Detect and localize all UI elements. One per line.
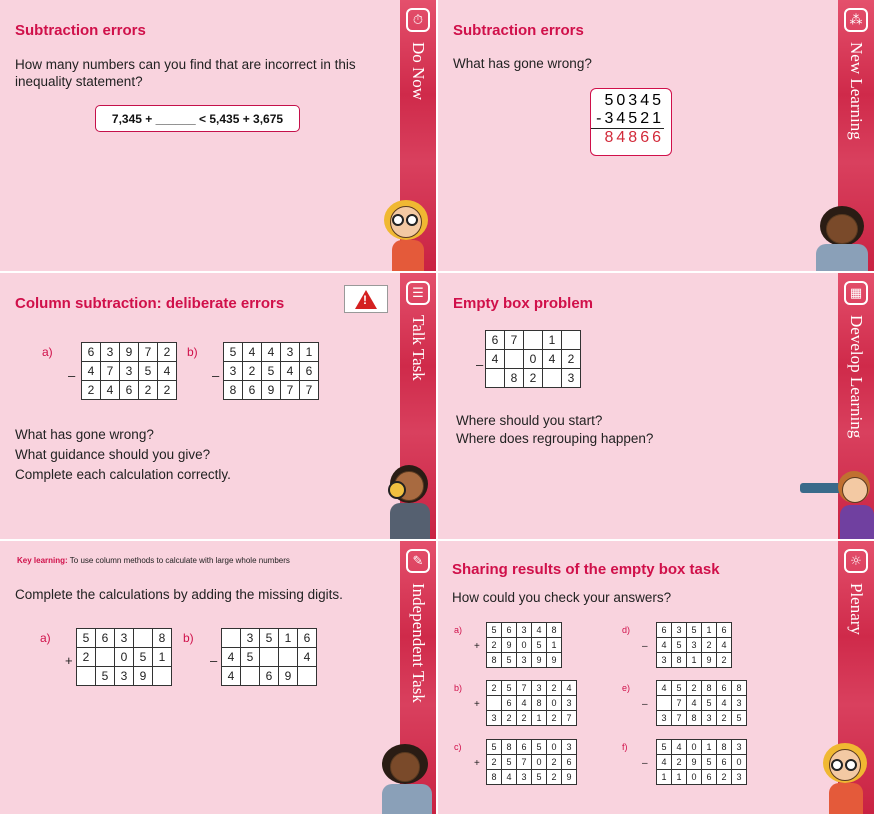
digit-cell: 4 [82,362,101,381]
grid-row [657,770,747,785]
strip-label: Develop Learning [847,315,866,439]
sign-a: + [474,641,480,652]
label-c: c) [454,742,462,752]
digit-cell: 4 [222,667,241,686]
digit-cell: 6 [657,623,672,638]
abacus-icon: ▦ [844,281,868,305]
digit-cell [134,629,153,648]
digit-cell: 5 [532,770,547,785]
digit-cell: 2 [702,638,717,653]
grid-row [487,638,562,653]
grid-row [224,381,319,400]
character-illustration [382,196,436,271]
label-d: d) [622,625,631,635]
digit-cell: 7 [281,381,300,400]
digit-cell: 1 [657,770,672,785]
digit-cell: 8 [502,740,517,755]
digit-cell: 4 [562,681,577,696]
slide-title: Column subtraction: deliberate errors [15,295,285,312]
digit-cell: 3 [487,711,502,726]
digit-cell: 5 [96,667,115,686]
digit-cell: 6 [502,623,517,638]
grid-b [223,342,319,400]
grid-row [657,623,732,638]
digit-cell: 4 [672,740,687,755]
label-a: a) [40,631,51,645]
strip-label: Independent Task [409,583,428,703]
slide-develop-learning [438,273,874,539]
digit-cell: 3 [562,369,581,388]
digit-cell: 5 [77,629,96,648]
digit-cell: 6 [702,770,717,785]
digit-cell: 5 [241,648,260,667]
question-1: What has gone wrong? [15,427,154,442]
digit-cell: 2 [139,381,158,400]
digit-cell: 3 [101,343,120,362]
digit-cell: 0 [732,755,747,770]
grid-row [77,648,172,667]
label-a: a) [42,345,53,359]
slide-independent-task [0,541,436,814]
digit-cell: 2 [158,343,177,362]
digit-cell: 0 [524,350,543,369]
digit-cell: 6 [562,755,577,770]
slide-title: Subtraction errors [15,22,146,39]
digit-cell: 3 [281,343,300,362]
digit-cell: 0 [532,755,547,770]
digit-cell: 1 [532,711,547,726]
digit-cell: 3 [517,623,532,638]
answer-grid-c [486,739,577,785]
digit-cell: 4 [101,381,120,400]
digit-cell: 2 [502,711,517,726]
digit-cell: 4 [158,362,177,381]
grid-row [77,667,172,686]
digit-cell: 6 [486,331,505,350]
digit-cell [543,369,562,388]
digit-cell: 5 [139,362,158,381]
digit-cell: 1 [672,770,687,785]
digit-cell: 4 [657,755,672,770]
digit-cell: 2 [717,653,732,668]
answer-grid-a [486,622,562,668]
digit-cell: 8 [672,653,687,668]
grid-row [487,623,562,638]
digit-cell: 3 [657,711,672,726]
answer-grid-f [656,739,747,785]
digit-cell: 3 [562,696,577,711]
digit-cell: 0 [547,740,562,755]
digit-cell [222,629,241,648]
digit-cell: 4 [532,623,547,638]
minus-sign: – [68,368,76,383]
digit-cell: 3 [115,629,134,648]
grid-b [221,628,317,686]
digit-cell [487,696,502,711]
digit-cell: 3 [732,696,747,711]
digit-cell: 4 [657,681,672,696]
grid-row [657,711,747,726]
sign-b: + [474,699,480,710]
digit-cell: 8 [487,653,502,668]
digit-cell: 8 [487,770,502,785]
digit-cell: 2 [487,638,502,653]
digit-cell: 5 [487,740,502,755]
digit-cell: 2 [562,350,581,369]
digit-cell: 4 [502,770,517,785]
digit-cell: 8 [687,711,702,726]
digit-cell: 0 [687,770,702,785]
digit-cell: 7 [101,362,120,381]
digit-cell: 5 [262,362,281,381]
digit-cell [505,350,524,369]
strip-label: Talk Task [409,315,428,381]
key-learning [17,556,290,565]
digit-cell: 9 [547,653,562,668]
digit-cell: 9 [562,770,577,785]
digit-cell [96,648,115,667]
digit-cell [153,667,172,686]
digit-cell: 3 [657,653,672,668]
grid-row [224,343,319,362]
digit-cell: 8 [547,623,562,638]
digit-cell: 2 [717,711,732,726]
digit-cell: 0 [687,740,702,755]
digit-cell [77,667,96,686]
minus-sign: – [212,368,220,383]
digit-cell: 2 [524,369,543,388]
digit-cell: 6 [120,381,139,400]
slide-do-now [0,0,436,271]
digit-cell: 5 [502,755,517,770]
digit-cell: 3 [732,770,747,785]
grid-row [657,696,747,711]
digit-cell: 2 [517,711,532,726]
digit-cell: 7 [505,331,524,350]
digit-cell: 2 [717,770,732,785]
digit-cell [279,648,298,667]
grid-row [487,681,577,696]
digit-cell: 4 [657,638,672,653]
grid-row [222,667,317,686]
question-2: Where does regrouping happen? [456,431,654,446]
digit-cell: 6 [260,667,279,686]
digit-cell: 2 [158,381,177,400]
digit-cell: 6 [300,362,319,381]
question-1: Where should you start? [456,413,603,428]
grid-row [487,653,562,668]
grid-row [486,369,581,388]
digit-cell: 5 [260,629,279,648]
digit-cell: 3 [732,740,747,755]
digit-cell: 3 [241,629,260,648]
digit-cell: 8 [224,381,243,400]
digit-cell: 4 [717,638,732,653]
digit-cell: 2 [672,755,687,770]
digit-cell: 9 [134,667,153,686]
minus-sign: – [210,653,218,668]
slide-title: Subtraction errors [453,22,584,39]
grid-row [224,362,319,381]
sign-c: + [474,758,480,769]
answer-number: 84866 [604,129,664,146]
digit-cell [260,648,279,667]
grid-row [657,653,732,668]
digit-cell: 5 [702,696,717,711]
molecule-icon: ⁂ [844,8,868,32]
digit-cell: 6 [717,755,732,770]
label-a: a) [454,625,463,635]
answer-grid-e [656,680,747,726]
slide-talk-task [0,273,436,539]
digit-cell: 8 [732,681,747,696]
question-text: How could you check your answers? [452,590,672,605]
digit-cell: 2 [687,681,702,696]
digit-cell: 3 [562,740,577,755]
grid-row [77,629,172,648]
digit-cell: 9 [687,755,702,770]
top-number: 50345 [604,92,664,109]
character-illustration [821,741,874,814]
digit-cell: 2 [243,362,262,381]
digit-cell: 7 [672,696,687,711]
digit-cell [486,369,505,388]
digit-cell: 9 [120,343,139,362]
digit-cell: 5 [657,740,672,755]
slide-plenary [438,541,874,814]
digit-cell: 0 [517,638,532,653]
grid-row [657,638,732,653]
minus-sign: – [476,357,484,372]
digit-cell [298,667,317,686]
digit-cell: 6 [298,629,317,648]
digit-cell: 4 [486,350,505,369]
digit-cell: 2 [547,770,562,785]
grid-row [487,696,577,711]
digit-cell: 7 [139,343,158,362]
strip-label: Plenary [847,583,866,635]
question-2: What guidance should you give? [15,447,211,462]
digit-cell: 6 [517,740,532,755]
digit-cell: 2 [77,648,96,667]
character-illustration [800,469,874,539]
digit-cell [562,331,581,350]
sign-d: – [642,641,648,652]
digit-cell: 1 [702,740,717,755]
digit-cell: 1 [547,638,562,653]
digit-cell: 3 [115,667,134,686]
key-learning-label: Key learning: [17,556,68,565]
digit-cell: 2 [547,681,562,696]
digit-cell: 1 [543,331,562,350]
slide-title: Sharing results of the empty box task [452,561,720,578]
character-illustration [384,463,436,539]
sign-f: – [642,758,648,769]
digit-cell: 6 [243,381,262,400]
digit-cell: 4 [687,696,702,711]
label-b: b) [187,345,198,359]
grid-a [76,628,172,686]
key-learning-text: To use column methods to calculate with large whole numbers [69,556,290,565]
digit-cell: 1 [153,648,172,667]
digit-cell: 3 [672,623,687,638]
stopwatch-icon: ⏱ [406,8,430,32]
grid-row [82,343,177,362]
digit-cell: 4 [543,350,562,369]
digit-cell: 8 [153,629,172,648]
character-illustration [378,744,436,814]
digit-cell: 5 [732,711,747,726]
grid-row [487,711,577,726]
slide-new-learning [438,0,874,271]
digit-cell: 5 [702,755,717,770]
grid-row [486,331,581,350]
grid-a [81,342,177,400]
digit-cell: 3 [702,711,717,726]
digit-cell: 3 [532,681,547,696]
statement-right: < 5,435 + 3,675 [199,111,284,126]
digit-cell: 4 [262,343,281,362]
subtraction-box [590,88,672,156]
sign-e: – [642,699,648,710]
digit-cell: 9 [279,667,298,686]
instruction-text: Complete the calculations by adding the missing digits. [15,587,343,602]
digit-cell: 8 [532,696,547,711]
inequality-box [95,105,300,132]
grid-row [657,755,747,770]
digit-cell: 2 [547,711,562,726]
digit-cell [524,331,543,350]
digit-cell: 6 [96,629,115,648]
digit-cell: 4 [243,343,262,362]
digit-cell: 9 [702,653,717,668]
digit-cell: 7 [517,681,532,696]
digit-cell: 2 [487,755,502,770]
digit-cell: 6 [717,623,732,638]
statement-left: 7,345 + ______ [111,111,196,126]
grid-row [222,629,317,648]
digit-cell: 2 [487,681,502,696]
digit-cell: 5 [532,638,547,653]
plus-sign: + [65,653,73,668]
digit-cell: 6 [717,681,732,696]
digit-cell: 7 [562,711,577,726]
digit-cell: 3 [517,653,532,668]
slide-title: Empty box problem [453,295,594,312]
digit-cell: 4 [298,648,317,667]
digit-cell: 6 [502,696,517,711]
answer-grid-d [656,622,732,668]
digit-cell: 3 [687,638,702,653]
empty-box-grid [485,330,581,388]
digit-cell: 1 [702,623,717,638]
grid-row [82,362,177,381]
grid-row [82,381,177,400]
digit-cell: 9 [502,638,517,653]
digit-cell [241,667,260,686]
digit-cell: 4 [517,696,532,711]
digit-cell: 2 [547,755,562,770]
warning-icon: ! [344,285,388,313]
strip-label: Do Now [409,42,428,101]
digit-cell: 7 [672,711,687,726]
digit-cell: 1 [687,653,702,668]
digit-cell: 5 [502,681,517,696]
grid-row [486,350,581,369]
bottom-number: -34521 [591,110,664,129]
grid-row [657,681,747,696]
digit-cell: 5 [672,681,687,696]
digit-cell: 1 [279,629,298,648]
label-e: e) [622,683,631,693]
digit-cell: 5 [532,740,547,755]
digit-cell: 7 [300,381,319,400]
question-text: How many numbers can you find that are incorrect in this inequality statement? [15,57,356,89]
digit-cell [657,696,672,711]
digit-cell: 6 [82,343,101,362]
label-b: b) [183,631,194,645]
speech-bubbles-icon: ☰ [406,281,430,305]
digit-cell: 2 [82,381,101,400]
digit-cell: 5 [487,623,502,638]
digit-cell: 3 [224,362,243,381]
digit-cell: 0 [115,648,134,667]
digit-cell: 8 [702,681,717,696]
digit-cell: 7 [517,755,532,770]
character-illustration [812,206,874,271]
pencil-icon: ✎ [406,549,430,573]
question-text: What has gone wrong? [453,56,592,71]
grid-row [487,770,577,785]
strip-label: New Learning [847,42,866,140]
grid-row [487,755,577,770]
digit-cell: 5 [224,343,243,362]
digit-cell: 0 [547,696,562,711]
grid-row [487,740,577,755]
digit-cell: 8 [505,369,524,388]
digit-cell: 9 [532,653,547,668]
label-f: f) [622,742,628,752]
grid-row [657,740,747,755]
digit-cell: 1 [300,343,319,362]
label-b: b) [454,683,463,693]
grid-row [222,648,317,667]
answer-grid-b [486,680,577,726]
digit-cell: 4 [717,696,732,711]
digit-cell: 3 [120,362,139,381]
digit-cell: 9 [262,381,281,400]
digit-cell: 5 [687,623,702,638]
digit-cell: 5 [134,648,153,667]
digit-cell: 5 [672,638,687,653]
digit-cell: 4 [222,648,241,667]
question-3: Complete each calculation correctly. [15,467,231,482]
lightbulb-icon: ☼ [844,549,868,573]
digit-cell: 5 [502,653,517,668]
digit-cell: 3 [517,770,532,785]
digit-cell: 4 [281,362,300,381]
digit-cell: 8 [717,740,732,755]
